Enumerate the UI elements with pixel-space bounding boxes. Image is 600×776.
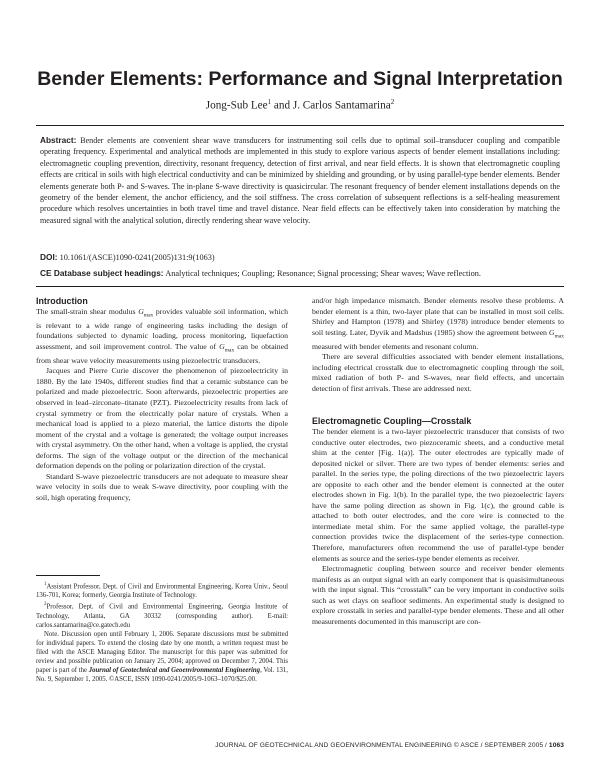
page-footer xyxy=(215,742,564,749)
intro-paragraph-5: There are several difficulties associated with bender element installations, including electrical crosstalk due to electromagnetic coupling through the soil, mixed radiation of both P- and S-waves, near field effects, and uncertain detection of first arrivals. These are addressed next. xyxy=(312,352,564,393)
subject-headings-value: Analytical techniques; Coupling; Resonance; Signal processing; Shear waves; Wave reflection. xyxy=(165,269,481,278)
crosstalk-paragraph-1: The bender element is a two-layer piezoelectric transducer that consists of two conductive outer electrodes, two piezoceramic sheets, and a conductive metal shim at the center [Fig. 1(a)]. The outer electrodes are typically made of deposited nickel or silver. There are two types of bender elements: series and parallel. In the series type, the poling directions of the two piezoelectric layers are opposite to each other and the bender element is connected at the outer electrodes shown in Fig. 1(b). In the parallel type, the two piezoelectric layers have the same poling direction as shown in Fig. 1(c), the ground cable is attached to both outer electrodes, and the core wire is connected to the intermediate metal shim. For the same applied voltage, the parallel-type connection provides twice the displacement of the series-type connection. Therefore, manufacturers often recommend the use of parallel-type bender elements as source and the series-type bender elements as receiver. xyxy=(312,427,564,563)
author-1: Jong-Sub Lee xyxy=(205,99,268,112)
left-column xyxy=(36,296,288,503)
footnote-1: $^1$Assistant Professor, Dept. of Civil and Environmental Engineering, Korea Univ., Seoul 136-701, Korea; formerly, Georgia Institute of Technology. xyxy=(36,582,288,600)
abstract-bottom-rule xyxy=(36,286,564,287)
footnote-2: $^2$Professor, Dept. of Civil and Environmental Engineering, Georgia Institute of Technology, Atlanta, GA 30332 (corresponding author). E-mail: carlos.santamarina@ce.gatech.edu xyxy=(36,602,288,629)
subject-headings-label: CE Database subject headings: xyxy=(40,268,164,278)
footer-journal: JOURNAL OF GEOTECHNICAL AND GEOENVIRONMENTAL ENGINEERING © ASCE / SEPTEMBER 2005 / xyxy=(215,742,549,749)
intro-paragraph-4: and/or high impedance mismatch. Bender elements resolve these problems. A bender element is a thin, two-layer plate that can be installed in most soil cells. Shirley and Hampton (1978) and Shirley (1978) introduce bender elements to soil testing. Later, Dyvik and Madshus (1985) show the agreement between $G_{max}$ measured with bender elements and resonant column. xyxy=(312,296,564,351)
intro-paragraph-2: Jacques and Pierre Curie discover the phenomenon of piezoelectricity in 1880. By the late 1940s, different studies find that a ceramic substance can be polarized and made piezoelectric. Soon afterwards, piezoelectric properties are observed in lead–zirconate–titanate (PZT). Piezoelectricity results from lack of crystal symmetry or from the electrically polar nature of crystals. When a mechanical load is applied to a piezo material, the lattice distorts the dipole moment of the crystal and a voltage is generated; the voltage output increases with crystal asymmetry. On the other hand, when a voltage is applied, the crystal deforms. The sign of the voltage output or the direction of the mechanical deformation depends on the poling or polarization direction of the crystal. xyxy=(36,366,288,471)
doi-label: DOI: xyxy=(40,252,58,262)
abstract-label: Abstract: xyxy=(40,135,77,145)
intro-paragraph-1: The small-strain shear modulus $G_{max}$ provides valuable soil information, which is relevant to a wide range of engineering tasks including the design of foundations subjected to dynamic loading, process monitoring, liquefaction assessment, and soil improvement control. The value of $G_{max}$ can be obtained from shear wave velocity measurements using piezoelectric transducers. xyxy=(36,306,289,365)
abstract-text: Bender elements are convenient shear wave transducers for instrumenting soil cells due to optimal soil–transducer coupling and compatible operating frequency. Experimental and analytical methods are implemented in this study to explore various aspects of bender element installations including: electromagnetic coupling prevention, directivity, resonant frequency, detection of first arrival, and near field effects. It is shown that electromagnetic coupling effects are critical in soils with high electrical conductivity and can be minimized by shielding and grounding, or by using parallel-type bender elements. Bender elements generate both P- and S-waves. The in-plane S-wave directivity is quasicircular. The resonant frequency of bender element installations depends on the geometry of the bender element, the anchor efficiency, and the soil stiffness. The cross correlation of subsequent reflections is a self-healing measurement procedure which resolves uncertainties in both travel time and travel distance. Near field effects can be effectively taken into consideration by matching the measured signal with the analytical solution, directly rendering shear wave velocity. xyxy=(40,136,561,225)
right-column xyxy=(312,296,564,627)
author-separator: and xyxy=(271,99,293,112)
abstract xyxy=(40,135,560,226)
page-number: 1063 xyxy=(548,742,564,749)
author-1-affiliation-mark: 1 xyxy=(267,98,272,106)
paper-title: Bender Elements: Performance and Signal Interpretation xyxy=(37,68,563,90)
author-2-affiliation-mark: 2 xyxy=(390,98,395,106)
section-heading-introduction: Introduction xyxy=(36,296,88,306)
editorial-note: Note. Discussion open until February 1, 2006. Separate discussions must be submitted for individual papers. To extend the closing date by one month, a written request must be filed with the ASCE Managing Editor. The manuscript for this paper was submitted for review and possible publication on January 25, 2004; approved on December 7, 2004. This paper is part of the Journal of Geotechnical and Geoenvironmental Engineering, Vol. 131, No. 9, September 1, 2005. ©ASCE, ISSN 1090-0241/2005/9-1063–1070/$25.00. xyxy=(36,631,288,684)
author-2: J. Carlos Santamarina xyxy=(292,99,391,112)
subject-headings-line xyxy=(40,268,481,278)
intro-paragraph-3: Standard S-wave piezoelectric transducers are not adequate to measure shear wave velocity in soils due to weak S-wave directivity, poor coupling with the soil, high operating frequency, xyxy=(36,471,288,502)
footnotes xyxy=(36,580,288,685)
footnote-rule xyxy=(36,575,100,576)
section-heading-crosstalk: Electromagnetic Coupling—Crosstalk xyxy=(312,416,472,427)
doi-line xyxy=(40,252,215,262)
author-line xyxy=(0,98,600,112)
crosstalk-paragraph-2: Electromagnetic coupling between source and receiver bender elements manifests as an output signal with an early component that is quasisimultaneous with the input signal. This “crosstalk” can be very important in conductive soils such as wet clays on seafloor sediments. An experimental study is designed to explore crosstalk in series and parallel-type bender elements. These and all other measurements documented in this manuscript are con- xyxy=(312,564,564,626)
abstract-top-rule xyxy=(36,125,564,126)
doi-value[interactable]: 10.1061/(ASCE)1090-0241(2005)131:9(1063) xyxy=(59,253,215,262)
